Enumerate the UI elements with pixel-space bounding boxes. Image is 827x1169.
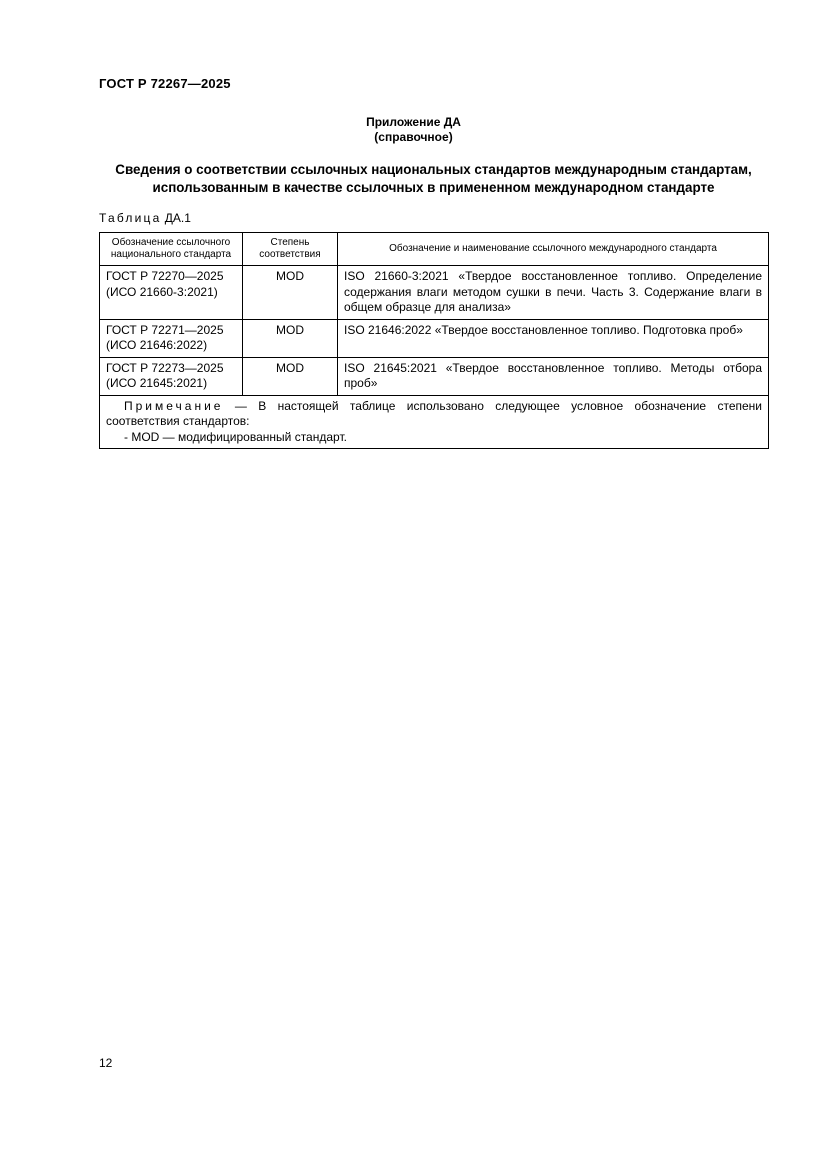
international-standard-cell: ISO 21646:2022 «Твердое восстановленное топливо. Подготовка проб» — [338, 319, 769, 357]
table-row — [100, 357, 769, 395]
header-degree: Степень соответствия — [243, 233, 338, 266]
section-heading-line2: использованным в качестве ссылочных в примененном международном стандарте — [152, 180, 715, 195]
header-international: Обозначение и наименование ссылочного международного стандарта — [338, 233, 769, 266]
header-national: Обозначение ссылочного национального стандарта — [100, 233, 243, 266]
annex-title: Приложение ДА — [366, 115, 461, 129]
international-standard-cell: ISO 21660-3:2021 «Твердое восстановленное топливо. Определение содержания влаги методом сушки в печи. Часть 3. Содержание влаги в общем образце для анализа» — [338, 266, 769, 320]
national-standard-code: ГОСТ Р 72271—2025 — [106, 322, 224, 337]
note-label: Примечание — [124, 398, 224, 413]
table-caption-word: Таблица — [99, 211, 162, 225]
iso-equivalent-code: (ИСО 21646:2022) — [106, 338, 208, 352]
table-row — [100, 266, 769, 320]
national-standard-cell — [100, 357, 243, 395]
note-item: - MOD — модифицированный стандарт. — [124, 429, 347, 444]
degree-cell: MOD — [243, 319, 338, 357]
international-standard-cell: ISO 21645:2021 «Твердое восстановленное топливо. Методы отбора проб» — [338, 357, 769, 395]
table-note — [100, 395, 769, 449]
degree-cell: MOD — [243, 266, 338, 320]
page-number: 12 — [99, 1056, 113, 1070]
table-row — [100, 319, 769, 357]
national-standard-code: ГОСТ Р 72270—2025 — [106, 269, 224, 283]
standards-table — [99, 232, 769, 449]
iso-equivalent-code: (ИСО 21645:2021) — [106, 376, 208, 390]
degree-cell: MOD — [243, 357, 338, 395]
national-standard-cell — [100, 266, 243, 320]
table-note-row — [100, 395, 769, 449]
section-heading-line1: Сведения о соответствии ссылочных национальных стандартов международным стандартам, — [115, 162, 752, 177]
document-code: ГОСТ Р 72267—2025 — [99, 76, 231, 91]
note-text: — В настоящей таблице использовано следующее условное обозначение степени соответствия стандартов: — [106, 398, 762, 428]
national-standard-cell — [100, 319, 243, 357]
table-header-row — [100, 233, 769, 266]
section-heading — [99, 161, 768, 197]
iso-equivalent-code: (ИСО 21660-3:2021) — [106, 284, 218, 299]
table-caption-number: ДА.1 — [164, 211, 191, 225]
annex-title-block — [0, 115, 827, 145]
national-standard-code: ГОСТ Р 72273—2025 — [106, 360, 224, 375]
table-caption — [99, 211, 191, 225]
annex-subtitle: (справочное) — [374, 130, 453, 144]
